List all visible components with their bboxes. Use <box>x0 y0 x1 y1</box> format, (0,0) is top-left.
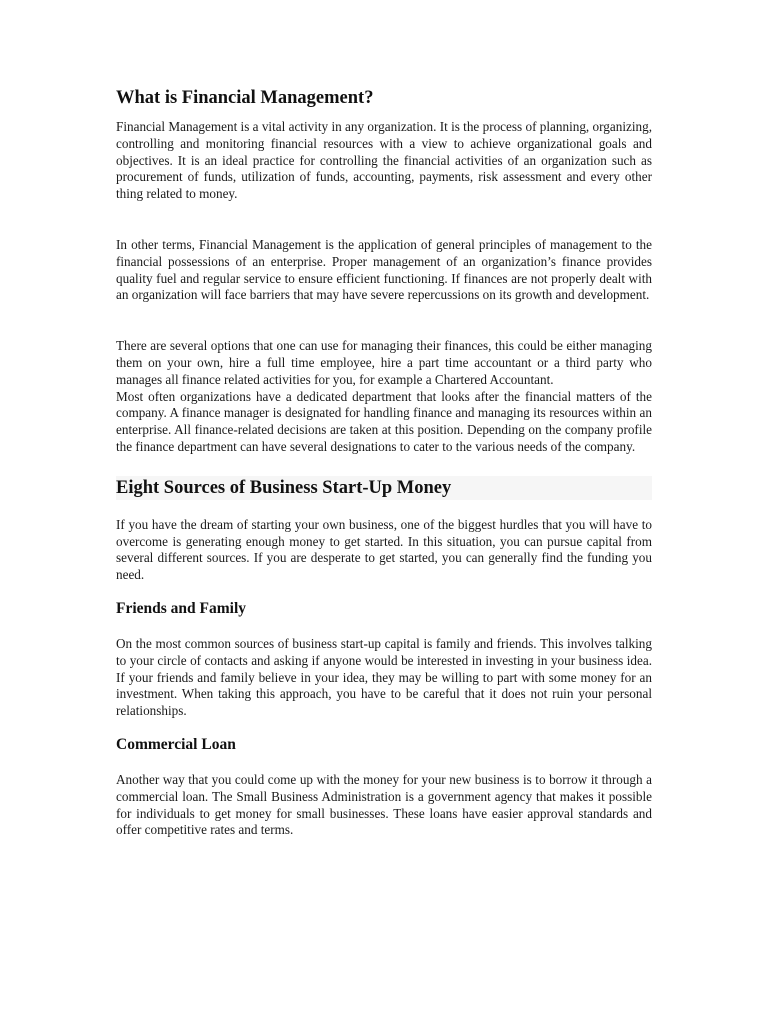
paragraph-startup-intro: If you have the dream of starting your own business, one of the biggest hurdles that you will have to overcome is generating enough money to get started. In this situation, you can pursue capital from several different sources. If you are desperate to get started, you can generally find the funding you need. <box>116 516 652 583</box>
paragraph-commercial-loan: Another way that you could come up with the money for your new business is to borrow it through a commercial loan. The Small Business Administration is a government agency that makes it possible for individuals to get money for small businesses. These loans have easier approval standards and offer competitive rates and terms. <box>116 771 652 838</box>
paragraph-friends-family: On the most common sources of business start-up capital is family and friends. This involves talking to your circle of contacts and asking if anyone would be interested in investing in your business idea. If your friends and family believe in your idea, they may be willing to part with some money for an investment. When taking this approach, you have to be careful that it does not ruin your personal relationships. <box>116 635 652 719</box>
section-heading-band <box>116 476 652 500</box>
document-page <box>116 86 652 839</box>
paragraph-dedicated-department: Most often organizations have a dedicated department that looks after the financial matters of the company. A finance manager is designated for handling finance and managing its resources within an enterprise. All finance-related decisions are taken at this position. Depending on the company profile the finance department can have several designations to cater to the various needs of the company. <box>116 388 652 454</box>
section-title-financial-management: What is Financial Management? <box>116 88 374 108</box>
subheading-commercial-loan: Commercial Loan <box>116 735 236 753</box>
subheading-friends-family: Friends and Family <box>116 599 247 617</box>
paragraph-definition: Financial Management is a vital activity in any organization. It is the process of planning, organizing, controlling and monitoring financial resources with a view to achieve organizational goals and objectives. It is an ideal practice for controlling the financial activities of an organization such as procurement of funds, utilization of funds, accounting, payments, risk assessment and every other thing related to money. <box>116 119 652 202</box>
section-title-startup-money: Eight Sources of Business Start-Up Money <box>116 477 452 498</box>
paragraph-options: There are several options that one can use for managing their finances, this could be either managing them on your own, hire a full time employee, hire a part time accountant or a third party who manages all finance related activities for you, for example a Chartered Accountant. <box>116 338 652 387</box>
paragraph-other-terms: In other terms, Financial Management is the application of general principles of management to the financial possessions of an enterprise. Proper management of an organization’s finance provides quality fuel and regular service to ensure efficient functioning. If finances are not properly dealt with an organization will face barriers that may have severe repercussions on its growth and development. <box>116 236 652 303</box>
